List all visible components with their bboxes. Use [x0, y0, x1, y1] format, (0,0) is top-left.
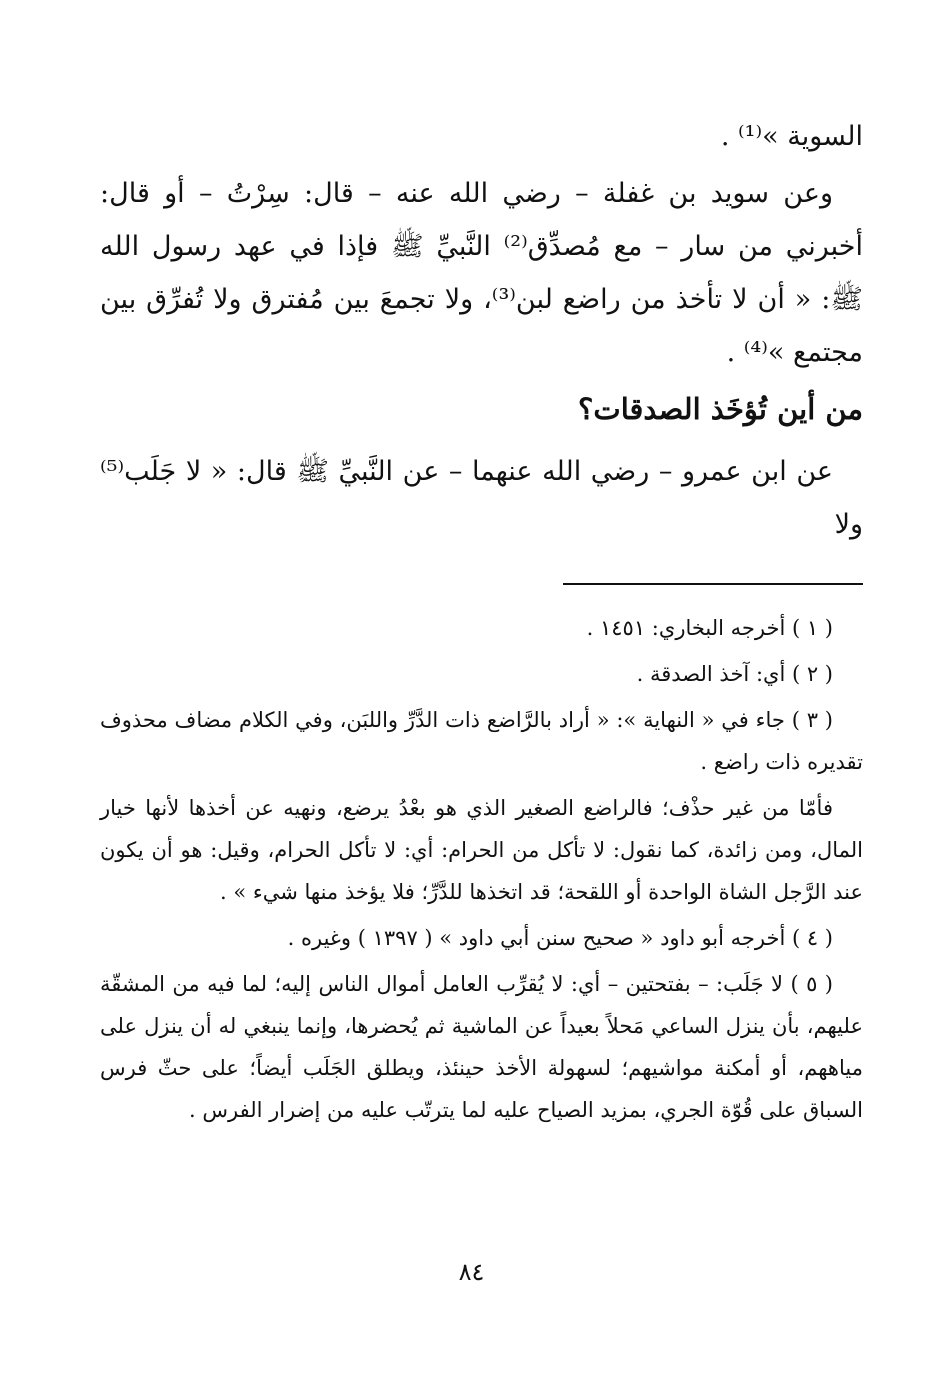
- main-paragraph-1: السوية »⁽¹⁾ .: [720, 121, 863, 152]
- main-text: [100, 110, 863, 551]
- footnote-3: ( ٣ ) جاء في « النهاية »: « أراد بالرَّاضع ذات الدَّرِّ واللبَن، وفي الكلام مضاف محذوف تقديره ذات راضع .: [100, 708, 863, 774]
- main-paragraph-2: وعن سويد بن غفلة – رضي الله عنه – قال: سِرْتُ – أو قال: أخبرني من سار – مع مُصدِّق⁽²⁾ النَّبيِّ ﷺ فإذا في عهد رسول الله ﷺ: « أن لا تأخذ من راضع لبن⁽³⁾، ولا تجمعَ بين مُفترق ولا تُفرِّق بين مجتمع »⁽⁴⁾ .: [100, 178, 863, 368]
- footnote-3-continued: فأمّا من غير حذْف؛ فالراضع الصغير الذي هو بعْدُ يرضع، ونهيه عن أخذها لأنها خيار المال، ومن زائدة، كما نقول: لا تأكل من الحرام: أي: لا تأكل الحرام، وقيل: هو أن يكون عند الرَّجل الشاة الواحدة أو اللقحة؛ قد اتخذها للدَّرِّ؛ فلا يؤخذ منها شيء » .: [100, 796, 863, 904]
- footnote-5: ( ٥ ) لا جَلَب: – بفتحتين – أي: لا يُقرِّب العامل أموال الناس إليه؛ لما فيه من المشقّة عليهم، بأن ينزل الساعي مَحلاً بعيداً عن الماشية ثم يُحضرها، وإنما ينبغي له أن ينزل على مياههم، أو أمكنة مواشيهم؛ لسهولة الأخذ حينئذ، ويطلق الجَلَب أيضاً؛ على حثّ فرس السباق على قُوّة الجري، بمزيد الصياح عليه لما يترتّب عليه من إضرار الفرس .: [100, 972, 863, 1122]
- footnote-4: ( ٤ ) أخرجه أبو داود « صحيح سنن أبي داود » ( ١٣٩٧ ) وغيره .: [287, 926, 833, 950]
- page-number: ٨٤: [458, 1258, 485, 1286]
- footnote-2: ( ٢ ) أي: آخذ الصدقة .: [636, 662, 833, 686]
- page-body: [100, 110, 863, 1131]
- section-heading: من أين تُؤخَذ الصدقات؟: [578, 392, 863, 426]
- footnote-divider: [563, 583, 863, 585]
- footnote-1: ( ١ ) أخرجه البخاري: ١٤٥١ .: [586, 616, 833, 640]
- main-paragraph-3: عن ابن عمرو – رضي الله عنهما – عن النَّبيِّ ﷺ قال: « لا جَلَب⁽⁵⁾ ولا: [100, 456, 863, 540]
- footnotes: [100, 607, 863, 1131]
